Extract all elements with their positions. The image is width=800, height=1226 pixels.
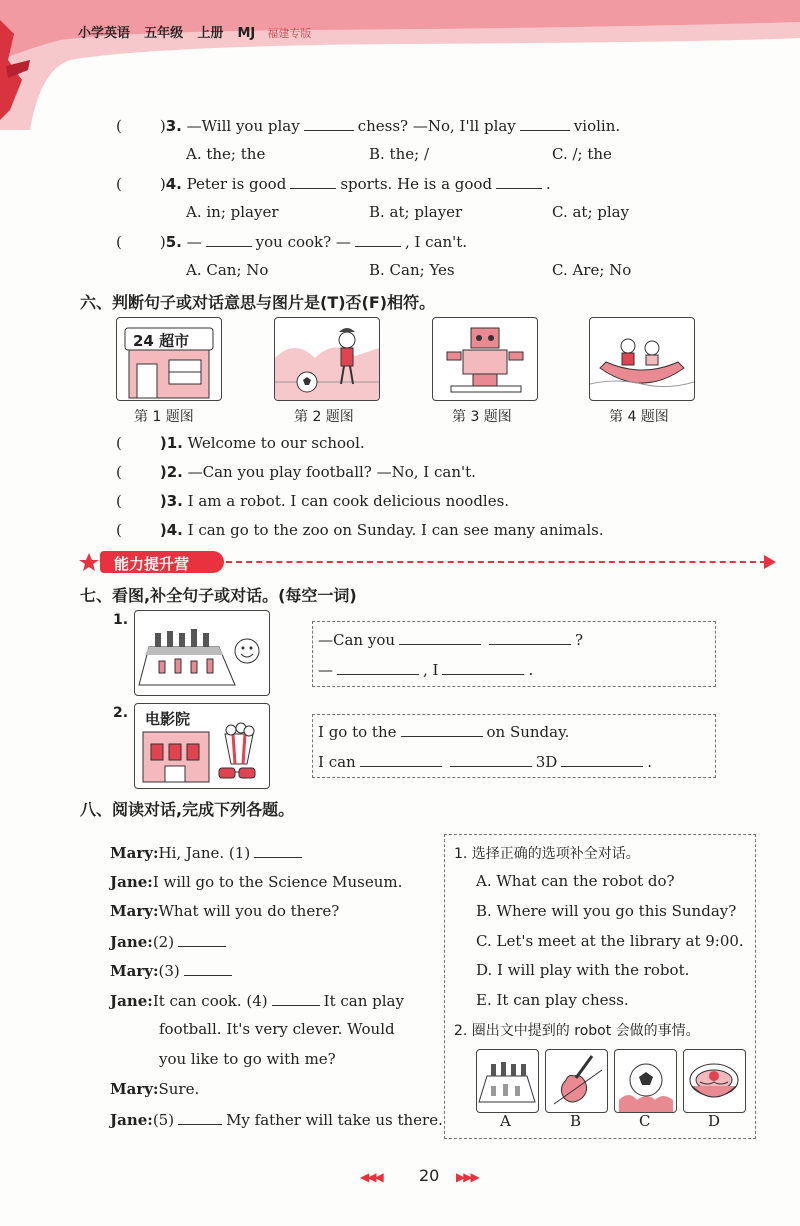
header-grade: 五年级 bbox=[144, 26, 184, 41]
q3-line: ( )3. —Will you play chess? —No, I'll play violin. bbox=[116, 117, 621, 135]
dialogue-line-8: you like to go with me? bbox=[159, 1050, 336, 1068]
s7-q1-line1: —Can you ? bbox=[318, 631, 584, 649]
task1-option-b[interactable]: B. Where will you go this Sunday? bbox=[476, 902, 737, 920]
answer-blank[interactable] bbox=[442, 660, 524, 675]
s7-q2-number: 2. bbox=[113, 705, 129, 721]
header-decoration bbox=[0, 0, 800, 130]
tf-item-2: ( )2. —Can you play football? —No, I can't. bbox=[116, 463, 476, 481]
answer-blank[interactable] bbox=[272, 991, 320, 1006]
dialogue-line-2: Jane:I will go to the Science Museum. bbox=[110, 873, 403, 891]
section7-title: 七、看图,补全句子或对话。(每空一词) bbox=[80, 586, 357, 605]
dialogue-line-10: Jane:(5) My father will take us there. bbox=[110, 1111, 443, 1129]
q3-option-b[interactable]: B. the; / bbox=[369, 145, 429, 163]
q4-option-c[interactable]: C. at; play bbox=[552, 203, 630, 221]
answer-blank[interactable] bbox=[178, 1110, 222, 1125]
banner-star-icon bbox=[78, 552, 100, 572]
header-series: 小学英语 bbox=[78, 26, 131, 41]
task2-label-b: B bbox=[570, 1112, 582, 1130]
header-edition: MJ bbox=[237, 26, 256, 41]
dialogue-line-3: Mary:What will you do there? bbox=[110, 902, 340, 920]
header-region: 福建专版 bbox=[267, 27, 312, 40]
page-number: 20 bbox=[419, 1166, 440, 1185]
q5-line: ( )5. — you cook? — , I can't. bbox=[116, 233, 468, 251]
header-volume: 上册 bbox=[197, 26, 224, 41]
dialogue-line-9: Mary:Sure. bbox=[110, 1080, 200, 1098]
task2-picture-noodles[interactable] bbox=[683, 1049, 746, 1113]
q3-option-a[interactable]: A. the; the bbox=[186, 145, 266, 163]
s7-q2-line2: I can 3D . bbox=[318, 753, 653, 771]
banner-arrow-icon bbox=[764, 555, 776, 569]
answer-blank[interactable] bbox=[561, 752, 643, 767]
q4-option-b[interactable]: B. at; player bbox=[369, 203, 463, 221]
answer-blank[interactable] bbox=[178, 932, 226, 947]
picture-robot bbox=[432, 317, 538, 401]
caption-2: 第 2 题图 bbox=[294, 409, 354, 425]
task1-option-a[interactable]: A. What can the robot do? bbox=[476, 872, 675, 890]
answer-blank[interactable] bbox=[254, 843, 302, 858]
answer-blank[interactable] bbox=[489, 630, 571, 645]
caption-4: 第 4 题图 bbox=[609, 409, 669, 425]
q4-line: ( )4. Peter is good sports. He is a good . bbox=[116, 175, 551, 193]
picture-cinema bbox=[134, 703, 270, 789]
q5-option-b[interactable]: B. Can; Yes bbox=[369, 261, 455, 279]
s7-q2-line1: I go to the on Sunday. bbox=[318, 723, 570, 741]
header-bar bbox=[78, 22, 311, 41]
q5-option-a[interactable]: A. Can; No bbox=[186, 261, 269, 279]
s7-q1-number: 1. bbox=[113, 612, 129, 628]
footer-next-arrows: ▶▶▶ bbox=[456, 1170, 478, 1184]
section6-title: 六、判断句子或对话意思与图片是(T)否(F)相符。 bbox=[80, 293, 436, 312]
s7-q1-line2: — , I . bbox=[318, 661, 534, 679]
answer-blank[interactable] bbox=[401, 722, 483, 737]
answer-blank[interactable] bbox=[450, 752, 532, 767]
answer-blank[interactable] bbox=[496, 174, 542, 189]
picture-chess bbox=[134, 610, 270, 696]
task2-label-a: A bbox=[500, 1112, 511, 1130]
task2-picture-chess[interactable] bbox=[476, 1049, 539, 1113]
dialogue-line-1: Mary:Hi, Jane. (1) bbox=[110, 843, 306, 862]
caption-1: 第 1 题图 bbox=[134, 409, 194, 425]
answer-blank[interactable] bbox=[304, 116, 354, 131]
dialogue-line-7: football. It's very clever. Would bbox=[159, 1020, 395, 1038]
task2-title: 2. 圈出文中提到的 robot 会做的事情。 bbox=[454, 1023, 700, 1039]
tf-item-3: ( )3. I am a robot. I can cook delicious noodles. bbox=[116, 492, 510, 510]
task2-label-c: C bbox=[639, 1112, 651, 1130]
task2-label-d: D bbox=[708, 1112, 721, 1130]
section8-title: 八、阅读对话,完成下列各题。 bbox=[80, 800, 295, 819]
answer-blank[interactable] bbox=[290, 174, 336, 189]
q5-option-c[interactable]: C. Are; No bbox=[552, 261, 632, 279]
answer-blank[interactable] bbox=[399, 630, 481, 645]
tf-item-4: ( )4. I can go to the zoo on Sunday. I can see many animals. bbox=[116, 521, 604, 539]
answer-blank[interactable] bbox=[337, 660, 419, 675]
supermarket-sign: 24 超市 bbox=[133, 332, 190, 350]
q3-option-c[interactable]: C. /; the bbox=[552, 145, 612, 163]
picture-boat bbox=[589, 317, 695, 401]
dialogue-line-5: Mary:(3) bbox=[110, 961, 236, 980]
answer-blank[interactable] bbox=[355, 232, 401, 247]
task1-title: 1. 选择正确的选项补全对话。 bbox=[454, 846, 640, 862]
task1-option-d[interactable]: D. I will play with the robot. bbox=[476, 961, 690, 979]
dialogue-line-4: Jane:(2) bbox=[110, 932, 230, 951]
task1-option-c[interactable]: C. Let's meet at the library at 9:00. bbox=[476, 932, 744, 950]
task2-picture-football[interactable] bbox=[614, 1049, 677, 1113]
tf-item-1: ( )1. Welcome to our school. bbox=[116, 434, 365, 452]
answer-blank[interactable] bbox=[184, 961, 232, 976]
answer-blank[interactable] bbox=[360, 752, 442, 767]
picture-football bbox=[274, 317, 380, 401]
banner-label: 能力提升营 bbox=[114, 555, 190, 573]
caption-3: 第 3 题图 bbox=[452, 409, 512, 425]
task1-option-e[interactable]: E. It can play chess. bbox=[476, 991, 629, 1009]
cinema-sign: 电影院 bbox=[145, 710, 191, 728]
dialogue-line-6: Jane:It can cook. (4) It can play bbox=[110, 992, 404, 1010]
banner-dash-line bbox=[226, 561, 766, 563]
answer-blank[interactable] bbox=[520, 116, 570, 131]
answer-blank[interactable] bbox=[206, 232, 252, 247]
task2-picture-violin[interactable] bbox=[545, 1049, 608, 1113]
picture-supermarket bbox=[116, 317, 222, 401]
q4-option-a[interactable]: A. in; player bbox=[186, 203, 279, 221]
footer-prev-arrows: ◀◀◀ bbox=[360, 1170, 382, 1184]
